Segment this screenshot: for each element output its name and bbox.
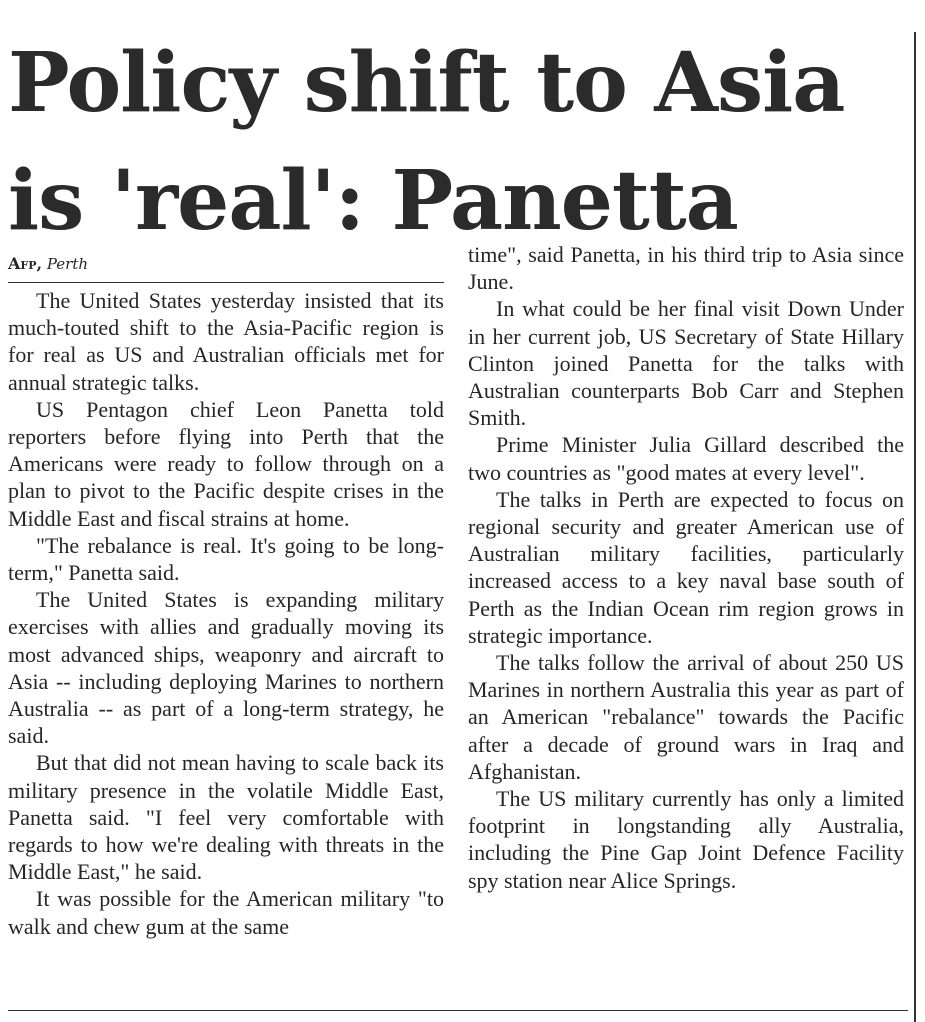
paragraph: The United States yesterday insisted that its much-touted shift to the Asia-Pacific region is for real as US and Australian officials met for annual strategic talks. [8,288,444,395]
byline [8,254,444,274]
paragraph: It was possible for the American military "to walk and chew gum at the same [8,886,444,939]
column-rule [914,32,916,1022]
paragraph: The US military currently has only a limited footprint in longstanding ally Australia, including the Pine Gap Joint Defence Facility spy station near Alice Springs. [468,786,904,893]
paragraph: But that did not mean having to scale back its military presence in the volatile Middle East, Panetta said. "I feel very comfortable with regards to how we're dealing with threats in the Middle East," he said. [8,750,444,885]
byline-agency: Afp, [8,254,43,273]
paragraph: US Pentagon chief Leon Panetta told reporters before flying into Perth that the Americans were ready to follow through on a plan to pivot to the Pacific despite crises in the Middle East and fiscal strains at home. [8,396,444,531]
paragraph: "The rebalance is real. It's going to be long-term," Panetta said. [8,532,444,586]
article-column-1 [8,287,444,940]
byline-divider [8,282,444,283]
headline: Policy shift to Asia is 'real': Panetta [8,35,845,249]
article-column-2 [468,241,904,894]
paragraph: In what could be her final visit Down Under in her current job, US Secretary of State Hillary Clinton joined Panetta for the talks with Australian counterparts Bob Carr and Stephen Smith. [468,296,904,431]
paragraph: The United States is expanding military exercises with allies and gradually moving its most advanced ships, weaponry and aircraft to Asia -- including deploying Marines to northern Australia -- as part of a long-term strategy, he said. [8,587,444,749]
paragraph: The talks follow the arrival of about 250 US Marines in northern Australia this year as part of an American "rebalance" towards the Pacific after a decade of ground wars in Iraq and Afghanistan. [468,650,904,784]
byline-location: Perth [46,255,89,273]
paragraph: The talks in Perth are expected to focus on regional security and greater American use of Australian military facilities, particularly increased access to a key naval base south of Perth as the Indian Ocean rim region grows in strategic importance. [468,486,904,648]
paragraph: Prime Minister Julia Gillard described the two countries as "good mates at every level". [468,432,904,485]
bottom-rule [8,1010,908,1011]
paragraph: time", said Panetta, in his third trip to Asia since June. [468,242,904,295]
